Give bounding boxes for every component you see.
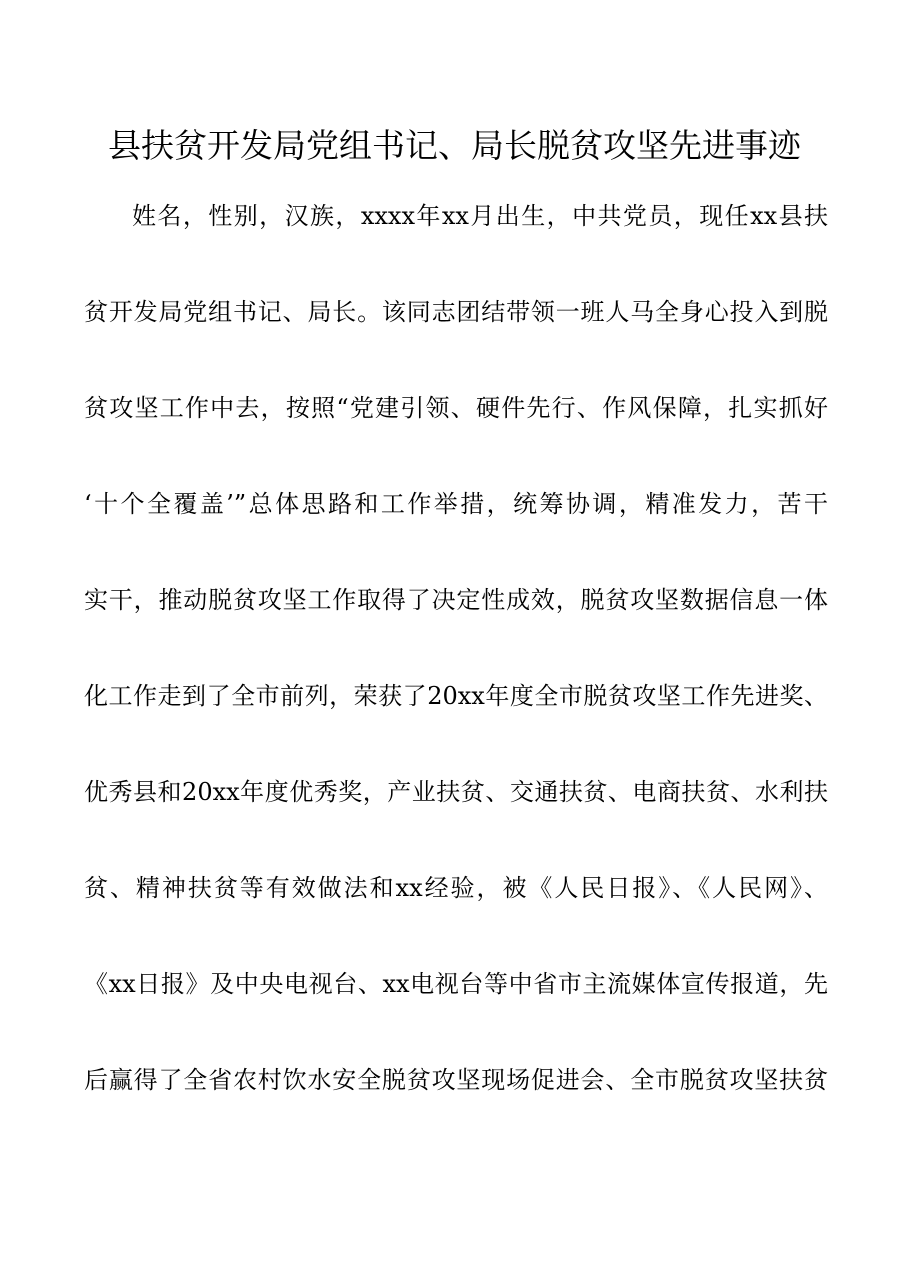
body-line-10: 后赢得了全省农村饮水安全脱贫攻坚现场促进会、全市脱贫攻坚扶贫 <box>84 1066 828 1094</box>
body-line-6: 化工作走到了全市前列，荣获了20xx年度全市脱贫攻坚工作先进奖、 <box>84 682 828 710</box>
body-line-4: ‘十个全覆盖’”总体思路和工作举措，统筹协调，精准发力，苦干 <box>84 490 828 518</box>
body-line-9: 《xx日报》及中央电视台、xx电视台等中省市主流媒体宣传报道，先 <box>84 970 828 998</box>
body-line-3: 贫攻坚工作中去，按照“党建引领、硬件先行、作风保障，扎实抓好 <box>84 394 828 422</box>
body-line-2: 贫开发局党组书记、局长。该同志团结带领一班人马全身心投入到脱 <box>84 298 828 326</box>
body-line-7: 优秀县和20xx年度优秀奖，产业扶贫、交通扶贫、电商扶贫、水利扶 <box>84 778 828 806</box>
body-line-8: 贫、精神扶贫等有效做法和xx经验，被《人民日报》、《人民网》、 <box>84 874 828 902</box>
document-title: 县扶贫开发局党组书记、局长脱贫攻坚先进事迹 <box>108 126 801 165</box>
body-line-5: 实干，推动脱贫攻坚工作取得了决定性成效，脱贫攻坚数据信息一体 <box>84 586 828 614</box>
body-line-1: 姓名，性别，汉族，xxxx年xx月出生，中共党员，现任xx县扶 <box>132 202 828 230</box>
